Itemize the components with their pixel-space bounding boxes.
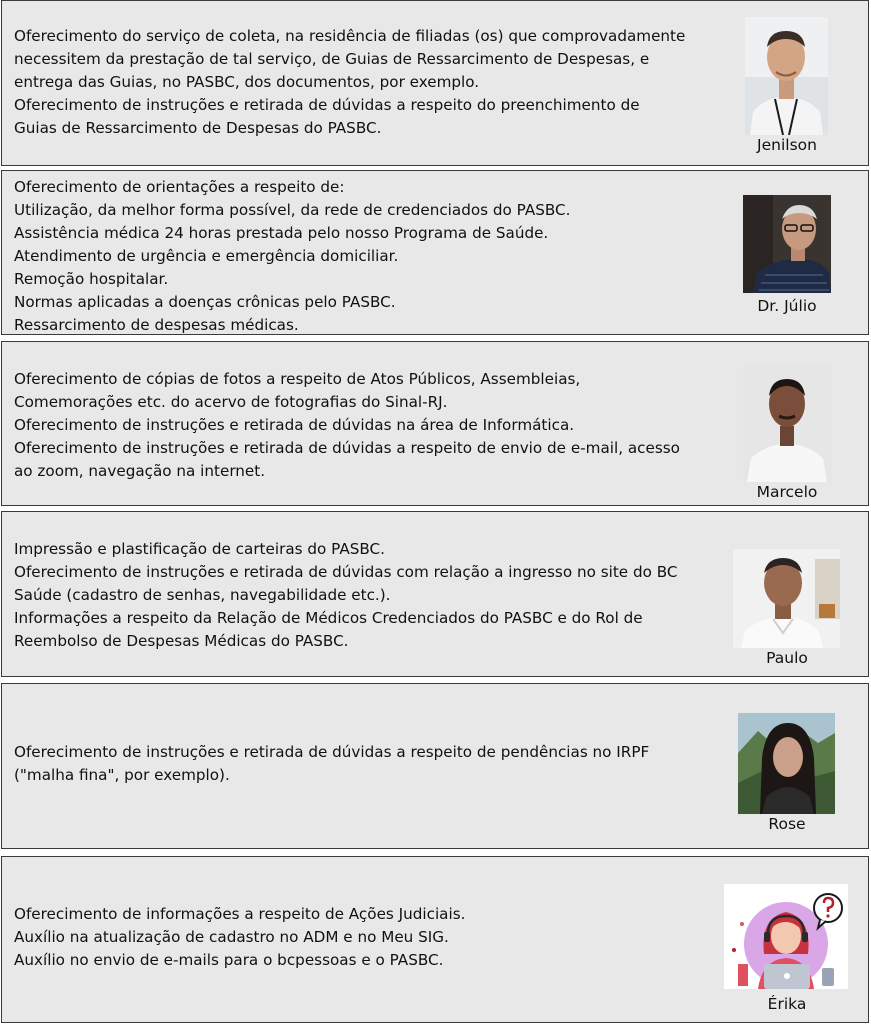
- staff-name: Rose: [768, 815, 806, 833]
- description-line: Oferecimento de instruções e retirada de dúvidas com relação a ingresso no site do BC: [14, 563, 678, 581]
- support-agent-illustration: [724, 884, 848, 989]
- description-line: Reembolso de Despesas Médicas do PASBC.: [14, 632, 349, 650]
- service-description: [14, 25, 704, 140]
- service-description: [14, 903, 704, 972]
- description-line: Guias de Ressarcimento de Despesas do PASBC.: [14, 119, 382, 137]
- description-line: Oferecimento do serviço de coleta, na residência de filiadas (os) que comprovadamente: [14, 27, 686, 45]
- description-line: Oferecimento de cópias de fotos a respeito de Atos Públicos, Assembleias,: [14, 370, 581, 388]
- staff-photo: [745, 17, 828, 135]
- service-description: [14, 368, 704, 483]
- staff-name: Jenilson: [757, 136, 817, 154]
- description-line: Comemorações etc. do acervo de fotografias do Sinal-RJ.: [14, 393, 448, 411]
- description-line: necessitem da prestação de tal serviço, de Guias de Ressarcimento de Despesas, e: [14, 50, 650, 68]
- description-line: Auxílio na atualização de cadastro no ADM e no Meu SIG.: [14, 928, 449, 946]
- description-line: Remoção hospitalar.: [14, 270, 169, 288]
- description-line: ao zoom, navegação na internet.: [14, 462, 266, 480]
- description-line: Oferecimento de instruções e retirada de dúvidas na área de Informática.: [14, 416, 575, 434]
- description-line: Ressarcimento de despesas médicas.: [14, 316, 299, 334]
- service-card-erika: [1, 856, 869, 1023]
- description-line: Auxílio no envio de e-mails para o bcpessoas e o PASBC.: [14, 951, 444, 969]
- service-card-paulo: [1, 511, 869, 677]
- service-card-rose: [1, 683, 869, 849]
- service-card-jenilson: [1, 0, 869, 166]
- description-line: Atendimento de urgência e emergência domiciliar.: [14, 247, 399, 265]
- staff-photo: [733, 549, 840, 648]
- staff-name: Dr. Júlio: [757, 297, 817, 315]
- description-line: Assistência médica 24 horas prestada pelo nosso Programa de Saúde.: [14, 224, 549, 242]
- description-line: Oferecimento de orientações a respeito de:: [14, 178, 345, 196]
- description-line: Oferecimento de instruções e retirada de dúvidas a respeito do preenchimento de: [14, 96, 640, 114]
- description-line: Oferecimento de instruções e retirada de dúvidas a respeito de envio de e-mail, acesso: [14, 439, 680, 457]
- description-line: Normas aplicadas a doenças crônicas pelo PASBC.: [14, 293, 396, 311]
- description-line: Impressão e plastificação de carteiras do PASBC.: [14, 540, 385, 558]
- description-line: Utilização, da melhor forma possível, da rede de credenciados do PASBC.: [14, 201, 571, 219]
- staff-photo: [743, 366, 831, 482]
- description-line: entrega das Guias, no PASBC, dos documentos, por exemplo.: [14, 73, 480, 91]
- staff-photo: [743, 195, 831, 293]
- service-card-julio: [1, 170, 869, 335]
- service-card-marcelo: [1, 341, 869, 506]
- staff-photo: [738, 713, 835, 814]
- description-line: Oferecimento de instruções e retirada de dúvidas a respeito de pendências no IRPF: [14, 743, 650, 761]
- service-description: [14, 538, 704, 653]
- staff-name: Érika: [767, 995, 807, 1013]
- service-description: [14, 741, 704, 787]
- staff-name: Marcelo: [756, 483, 818, 501]
- description-line: ("malha fina", por exemplo).: [14, 766, 230, 784]
- description-line: Oferecimento de informações a respeito de Ações Judiciais.: [14, 905, 466, 923]
- description-line: Saúde (cadastro de senhas, navegabilidade etc.).: [14, 586, 391, 604]
- description-line: Informações a respeito da Relação de Médicos Credenciados do PASBC e do Rol de: [14, 609, 643, 627]
- service-description: [14, 176, 704, 337]
- staff-name: Paulo: [766, 649, 808, 667]
